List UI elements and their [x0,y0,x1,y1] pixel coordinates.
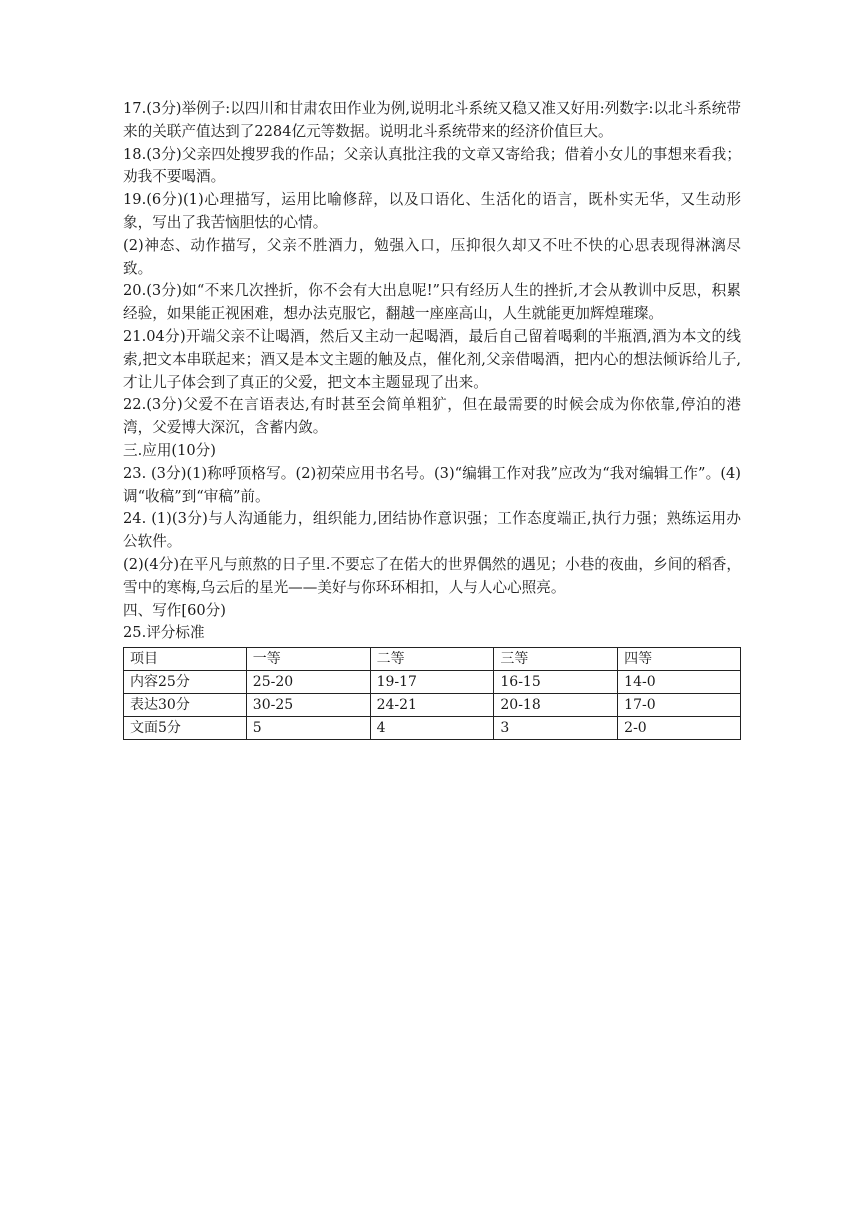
answer-18: 18.(3分)父亲四处搜罗我的作品；父亲认真批注我的文章又寄给我；借着小女儿的事想来看我；劝我不要喝酒。 [123,145,741,186]
header-cell-grade-3: 三等 [494,648,618,671]
answer-24-part-2: (2)(4分)在平凡与煎熬的日子里.不要忘了在偌大的世界偶然的遇见；小巷的夜曲，乡间的稻香，雪中的寒梅,乌云后的星光——美好与你环环相扣，人与人心心照亮。 [123,555,741,596]
table-row [124,671,741,694]
answer-17: 17.(3分)举例子:以四川和甘肃农田作业为例,说明北斗系统又稳又准又好用:列数字:以北斗系统带来的关联产值达到了2284亿元等数据。说明北斗系统带来的经济价值巨大。 [123,100,741,140]
header-cell-item: 项目 [124,648,247,671]
table-cell: 19-17 [370,671,494,694]
header-cell-grade-4: 四等 [618,648,741,671]
answer-22: 22.(3分)父爱不在言语表达,有时甚至会简单粗犷，但在最需要的时候会成为你依靠,停泊的港湾，父爱博大深沉，含蓄内敛。 [123,396,741,437]
table-cell: 20-18 [494,694,618,717]
answer-24-part-1: 24. (1)(3分)与人沟通能力，组织能力,团结协作意识强；工作态度端正,执行力强；熟练运用办公软件。 [123,510,741,551]
table-cell: 文面5分 [124,717,247,740]
table-row [124,717,741,740]
answer-25-title: 25.评分标准 [123,624,205,642]
table-cell: 30-25 [246,694,370,717]
answer-19-part-2: (2)神态、动作描写，父亲不胜酒力，勉强入口，压抑很久却又不吐不快的心思表现得淋漓尽致。 [123,236,741,277]
header-cell-grade-2: 二等 [370,648,494,671]
answer-19-part-1: 19.(6分)(1)心理描写，运用比喻修辞，以及口语化、生活化的语言，既朴实无华，又生动形象，写出了我苦恼胆怯的心情。 [123,191,741,231]
table-cell: 5 [246,717,370,740]
table-cell: 表达30分 [124,694,247,717]
answer-21: 21.04分)开端父亲不让喝酒，然后又主动一起喝酒，最后自己留着喝剩的半瓶酒,酒为本文的线索,把文本串联起来；酒又是本文主题的触及点，催化剂,父亲借喝酒，把内心的想法倾诉给儿子,才让儿子体会到了真正的父爱，把文本主题显现了出来。 [123,327,741,391]
scoring-criteria-table [123,647,741,740]
section-writing-heading: 四、写作[60分) [123,601,226,619]
answer-key-page [123,98,741,740]
answer-23: 23. (3分)(1)称呼顶格写。(2)初荣应用书名号。(3)“编辑工作对我”应改为“我对编辑工作”。(4) 调“收稿”到“审稿”前。 [123,464,741,505]
header-cell-grade-1: 一等 [246,648,370,671]
table-cell: 内容25分 [124,671,247,694]
table-cell: 16-15 [494,671,618,694]
section-application-heading: 三.应用(10分) [123,441,216,459]
table-row [124,694,741,717]
table-cell: 17-0 [618,694,741,717]
table-cell: 25-20 [246,671,370,694]
answer-20: 20.(3分)如“不来几次挫折，你不会有大出息呢!”只有经历人生的挫折,才会从教训中反思，积累经验，如果能正视困难，想办法克服它，翻越一座座高山，人生就能更加辉煌璀璨。 [123,282,741,323]
table-cell: 14-0 [618,671,741,694]
table-cell: 4 [370,717,494,740]
table-cell: 2-0 [618,717,741,740]
table-header-row [124,648,741,671]
table-cell: 3 [494,717,618,740]
table-cell: 24-21 [370,694,494,717]
